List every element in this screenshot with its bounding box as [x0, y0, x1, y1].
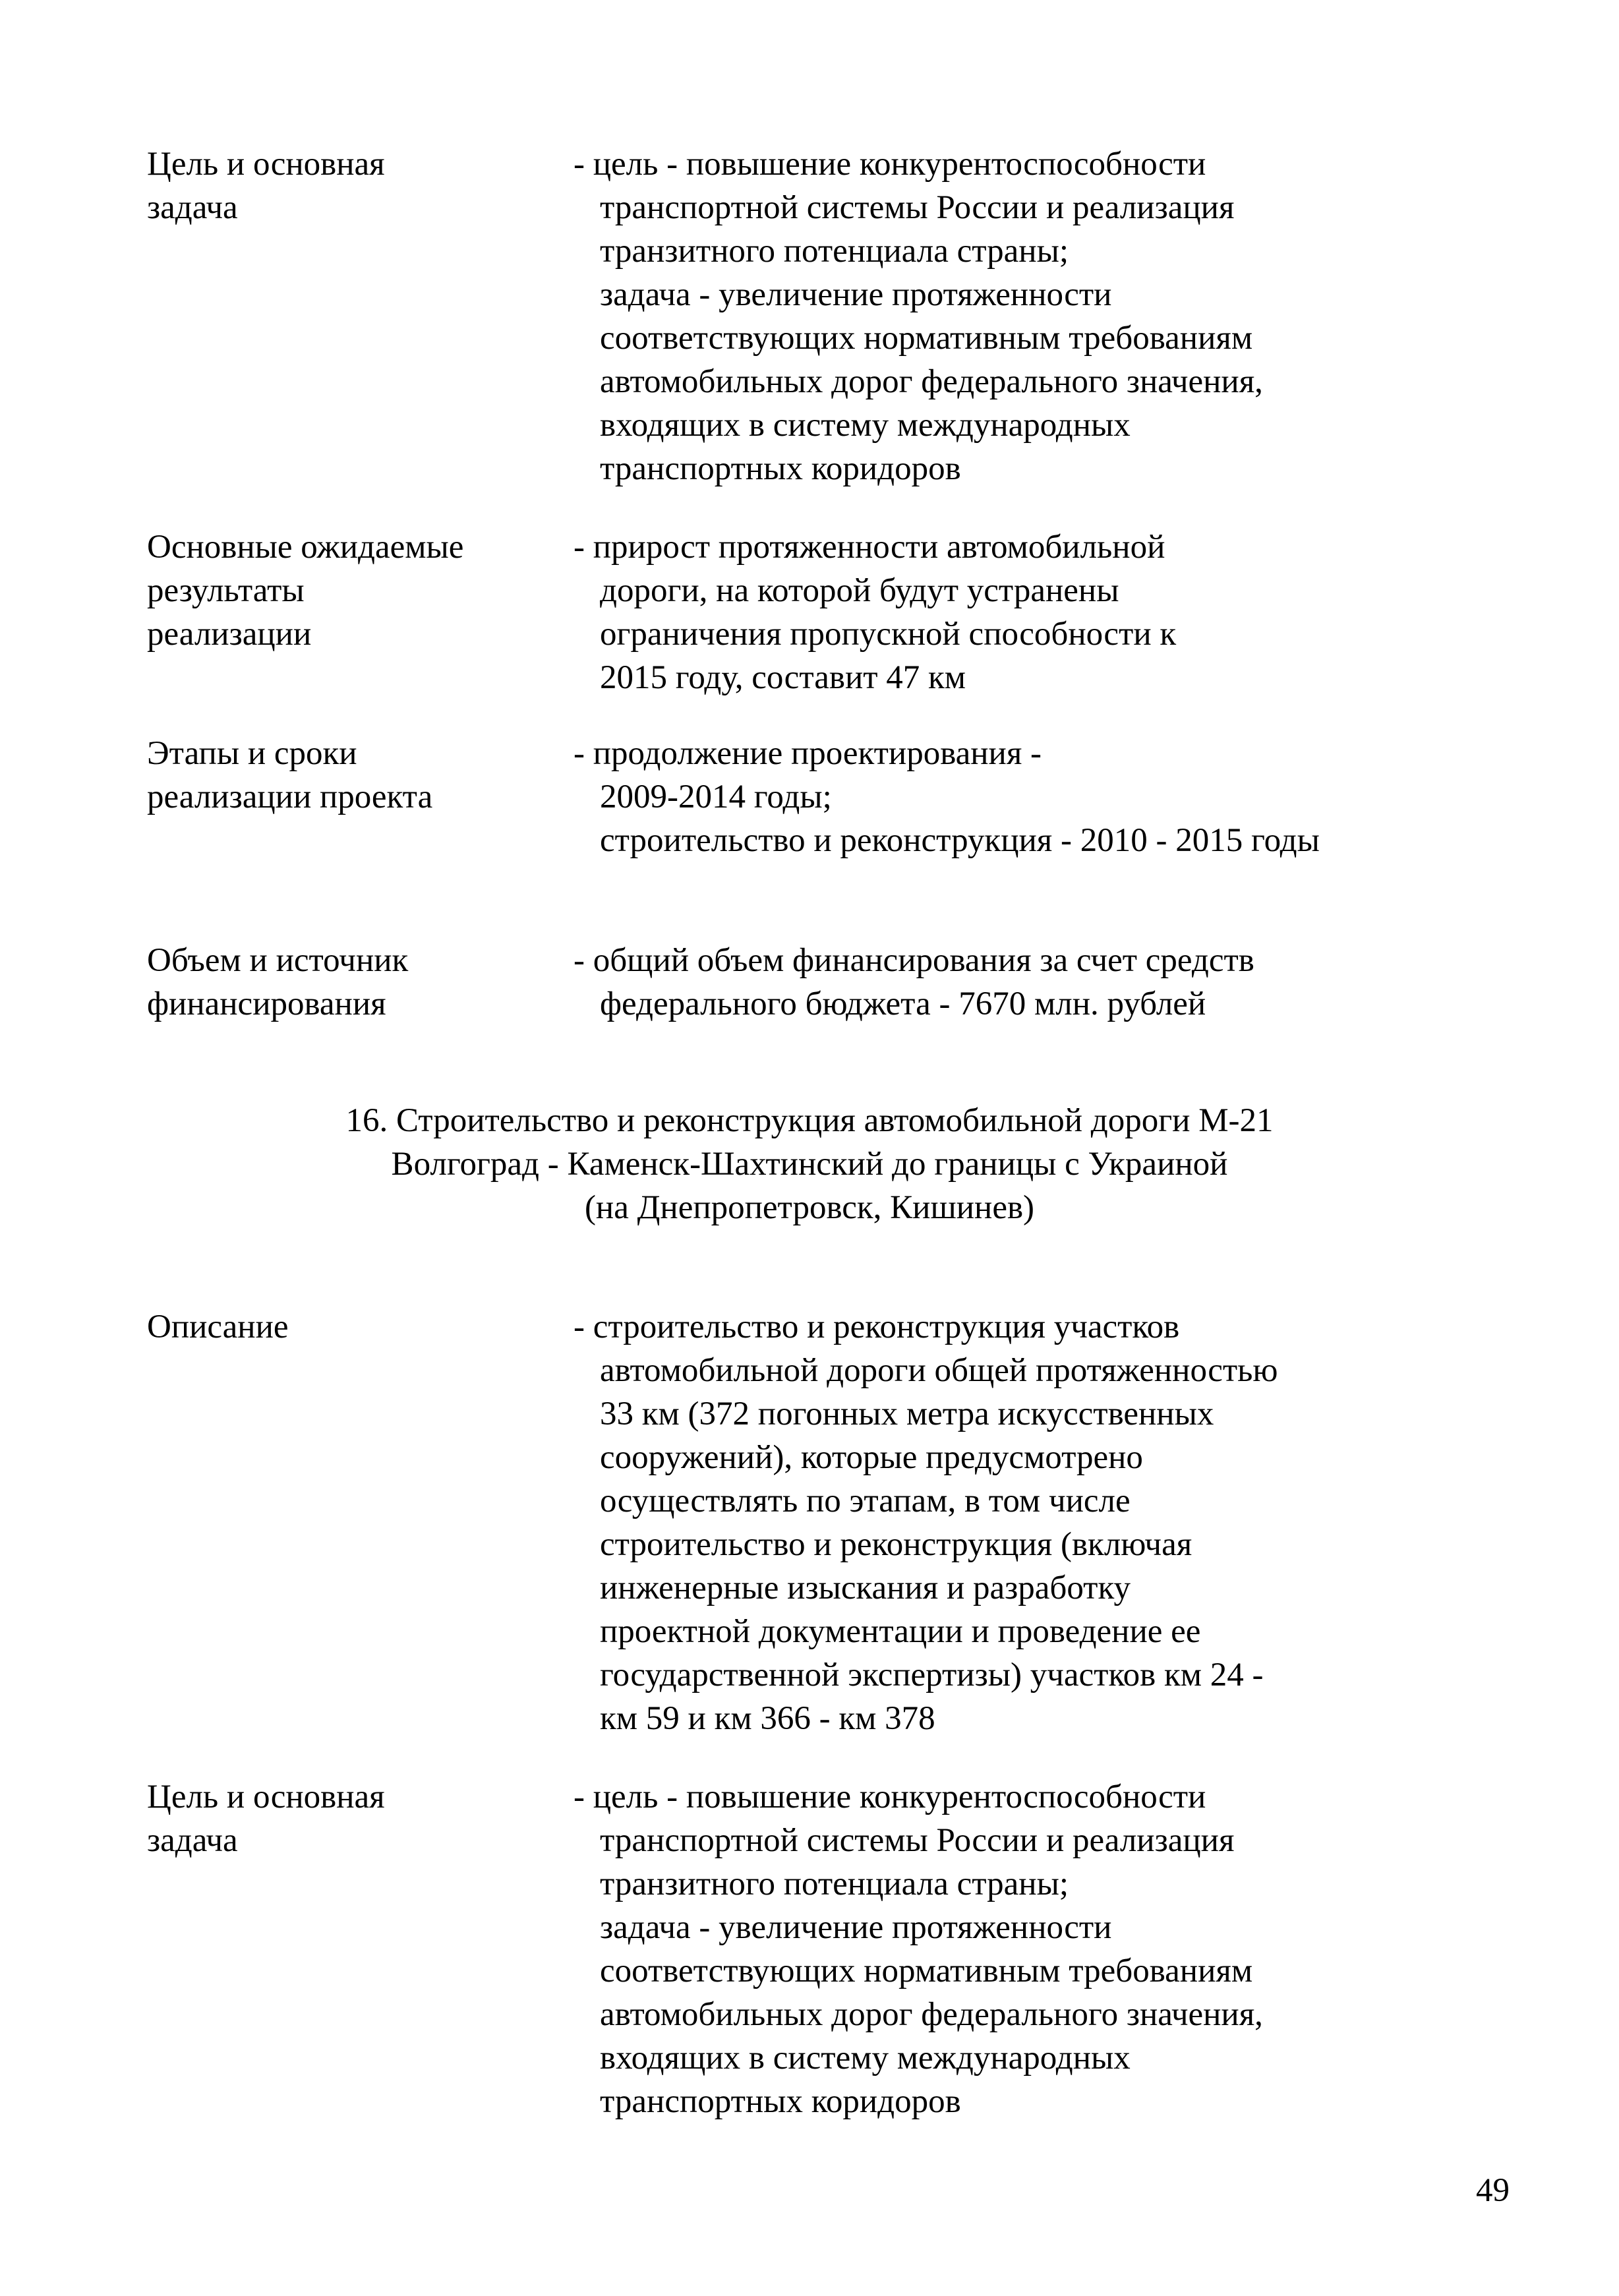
label-line: реализации: [147, 616, 312, 653]
value-line: дороги, на которой будут устранены: [600, 572, 1119, 609]
value-line: транзитного потенциала страны;: [600, 233, 1069, 270]
row-label: [147, 732, 556, 819]
page-number: 49: [1476, 2172, 1510, 2209]
value-line: задача - увеличение протяженности: [600, 276, 1112, 313]
row-label: [147, 1305, 556, 1349]
value-line: транспортных коридоров: [600, 450, 961, 487]
heading-line: 16. Строительство и реконструкция автомобильной дороги М-21: [345, 1102, 1274, 1139]
label-line: Основные ожидаемые: [147, 529, 464, 566]
row-value: [574, 939, 1510, 1026]
label-line: Объем и источник: [147, 942, 409, 979]
value-line: транспортной системы России и реализация: [600, 1822, 1235, 1859]
value-line: - прирост протяженности автомобильной: [574, 529, 1165, 566]
value-line: 2015 году, составит 47 км: [600, 659, 966, 696]
row-label: [147, 939, 556, 1026]
value-line: строительство и реконструкция - 2010 - 2015 годы: [600, 822, 1320, 859]
value-line: - строительство и реконструкция участков: [574, 1309, 1180, 1345]
row-value: [574, 1775, 1510, 2123]
row-value: [574, 732, 1510, 862]
label-line: задача: [147, 1822, 238, 1859]
label-line: реализации проекта: [147, 779, 433, 815]
value-line: транспортной системы России и реализация: [600, 189, 1235, 226]
row-value: [574, 1305, 1510, 1740]
value-line: инженерные изыскания и разработку: [600, 1570, 1131, 1606]
value-line: 33 км (372 погонных метра искусственных: [600, 1396, 1214, 1432]
value-line: проектной документации и проведение ее: [600, 1613, 1201, 1650]
value-line: автомобильных дорог федерального значения,: [600, 1996, 1263, 2033]
row-value: [574, 142, 1510, 490]
value-line: - цель - повышение конкурентоспособности: [574, 146, 1206, 183]
row-label: [147, 142, 556, 229]
section-heading: [0, 1099, 1619, 1229]
value-line: - продолжение проектирования -: [574, 735, 1042, 772]
value-line: - цель - повышение конкурентоспособности: [574, 1779, 1206, 1815]
label-line: Цель и основная: [147, 1779, 385, 1815]
value-line: государственной экспертизы) участков км 24 -: [600, 1657, 1264, 1693]
value-line: соответствующих нормативным требованиям: [600, 1953, 1253, 1989]
label-line: Этапы и сроки: [147, 735, 357, 772]
label-line: задача: [147, 189, 238, 226]
heading-line: Волгоград - Каменск-Шахтинский до границы с Украиной: [391, 1146, 1228, 1183]
value-line: осуществлять по этапам, в том числе: [600, 1483, 1131, 1519]
heading-line: (на Днепропетровск, Кишинев): [584, 1189, 1035, 1226]
value-line: - общий объем финансирования за счет средств: [574, 942, 1254, 979]
value-line: транзитного потенциала страны;: [600, 1866, 1069, 1902]
label-line: результаты: [147, 572, 305, 609]
label-line: Цель и основная: [147, 146, 385, 183]
value-line: транспортных коридоров: [600, 2083, 961, 2120]
value-line: автомобильных дорог федерального значения,: [600, 363, 1263, 400]
value-line: задача - увеличение протяженности: [600, 1909, 1112, 1946]
value-line: федерального бюджета - 7670 млн. рублей: [600, 986, 1206, 1022]
row-label: [147, 1775, 556, 1862]
value-line: ограничения пропускной способности к: [600, 616, 1177, 653]
row-value: [574, 525, 1510, 699]
value-line: строительство и реконструкция (включая: [600, 1526, 1192, 1563]
label-line: Описание: [147, 1309, 289, 1345]
value-line: автомобильной дороги общей протяженностью: [600, 1352, 1278, 1389]
value-line: км 59 и км 366 - км 378: [600, 1700, 935, 1737]
row-label: [147, 525, 556, 656]
value-line: соответствующих нормативным требованиям: [600, 320, 1253, 357]
value-line: входящих в систему международных: [600, 407, 1131, 444]
value-line: сооружений), которые предусмотрено: [600, 1439, 1143, 1476]
value-line: 2009-2014 годы;: [600, 779, 832, 815]
label-line: финансирования: [147, 986, 386, 1022]
value-line: входящих в систему международных: [600, 2040, 1131, 2076]
